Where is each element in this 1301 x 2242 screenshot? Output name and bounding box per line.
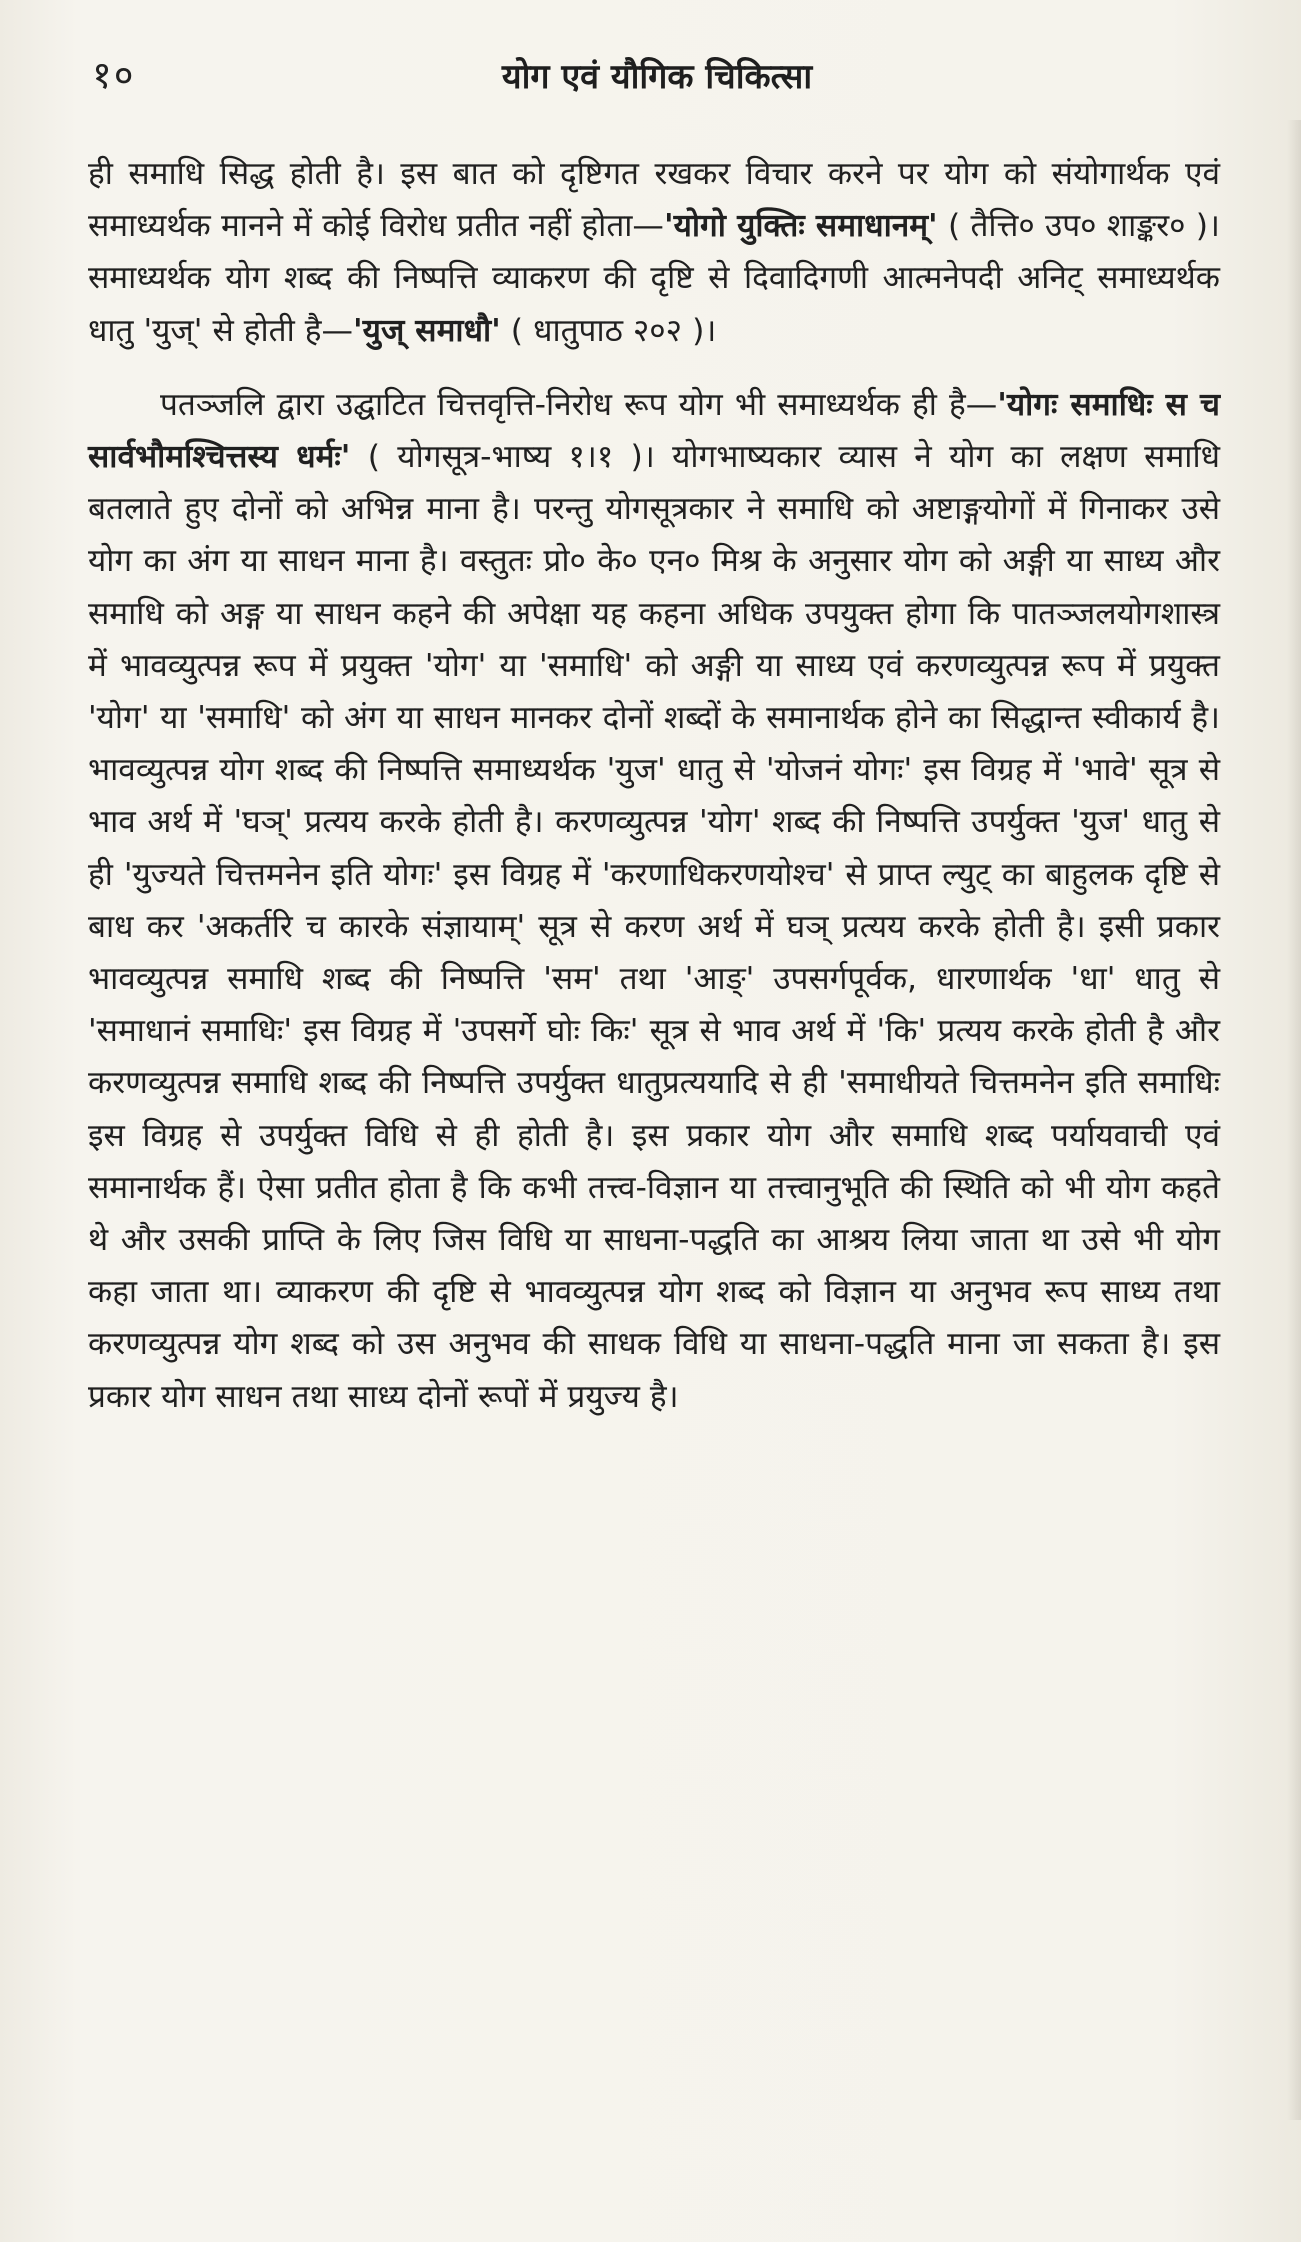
page-number: १०: [92, 53, 136, 97]
text-segment: ( धातुपाठ २०२ )।: [500, 312, 717, 349]
paragraph-2: [88, 379, 1220, 1423]
text-segment: ही समाधि सिद्ध होती है। इस बात को दृष्टिगत रखकर विचार करने पर योग को संयोगार्थक एवं समाध्यर्थक मानने में कोई विरोध प्रतीत नहीं होता—: [88, 156, 1220, 245]
body-text: [88, 148, 1220, 1423]
text-segment: ( तैत्ति० उप० शाङ्कर० )। समाध्यर्थक योग शब्द की निष्पत्ति व्याकरण की दृष्टि से दिवादिगणी आत्मनेपदी अनिट् समाध्यर्थक धातु 'युज्' से होती है—: [88, 208, 1220, 349]
sanskrit-quote: 'योगो युक्तिः समाधानम्': [663, 208, 938, 245]
page-edge-shadow: [1287, 120, 1301, 2120]
running-title: योग एवं यौगिक चिकित्सा: [501, 57, 813, 97]
sanskrit-quote: 'योगः समाधिः स च सार्वभौमश्चित्तस्य धर्मः': [88, 386, 1220, 476]
paragraph-1: [88, 148, 1220, 357]
text-segment: ( योगसूत्र-भाष्य १।१ )। योगभाष्यकार व्यास ने योग का लक्षण समाधि बतलाते हुए दोनों को अभिन्न माना है। परन्तु योगसूत्रकार ने समाधि को अष्टाङ्गयोगों में गिनाकर उसे योग का अंग या साधन माना है। वस्तुतः प्रो० के० एन० मिश्र के अनुसार योग को अङ्गी या साध्य और समाधि को अङ्ग या साधन कहने की अपेक्षा यह कहना अधिक उपयुक्त होगा कि पातञ्जलयोगशास्त्र में भावव्युत्पन्न रूप में प्रयुक्त 'योग' या 'समाधि' को अङ्गी या साध्य एवं करणव्युत्पन्न रूप में प्रयुक्त 'योग' या 'समाधि' को अंग या साधन मानकर दोनों शब्दों के समानार्थक होने का सिद्धान्त स्वीकार्य है। भावव्युत्पन्न योग शब्द की निष्पत्ति समाध्यर्थक 'युज' धातु से 'योजनं योगः' इस विग्रह में 'भावे' सूत्र से भाव अर्थ में 'घञ्' प्रत्यय करके होती है। करणव्युत्पन्न 'योग' शब्द की निष्पत्ति उपर्युक्त 'युज' धातु से ही 'युज्यते चित्तमनेन इति योगः' इस विग्रह में 'करणाधिकरणयोश्च' से प्राप्त ल्युट् का बाहुलक दृष्टि से बाध कर 'अकर्तरि च कारके संज्ञायाम्' सूत्र से करण अर्थ में घञ् प्रत्यय करके होती है। इसी प्रकार भावव्युत्पन्न समाधि शब्द की निष्पत्ति 'सम' तथा 'आङ्' उपसर्गपूर्वक, धारणार्थक 'धा' धातु से 'समाधानं समाधिः' इस विग्रह में 'उपसर्गे घोः किः' सूत्र से भाव अर्थ में 'कि' प्रत्यय करके होती है और करणव्युत्पन्न समाधि शब्द की निष्पत्ति उपर्युक्त धातुप्रत्ययादि से ही 'समाधीयते चित्तमनेन इति समाधिः इस विग्रह से उपर्युक्त विधि से ही होती है। इस प्रकार योग और समाधि शब्द पर्यायवाची एवं समानार्थक हैं। ऐसा प्रतीत होता है कि कभी तत्त्व-विज्ञान या तत्त्वानुभूति की स्थिति को भी योग कहते थे और उसकी प्राप्ति के लिए जिस विधि या साधना-पद्धति का आश्रय लिया जाता था उसे भी योग कहा जाता था। व्याकरण की दृष्टि से भावव्युत्पन्न योग शब्द को विज्ञान या अनुभव रूप साध्य तथा करणव्युत्पन्न योग शब्द को उस अनुभव की साधक विधि या साधना-पद्धति माना जा सकता है। इस प्रकार योग साधन तथा साध्य दोनों रूपों में प्रयुज्य है।: [88, 439, 1220, 1415]
page-header: [92, 48, 1222, 108]
text-segment: पतञ्जलि द्वारा उद्घाटित चित्तवृत्ति-निरोध रूप योग भी समाध्यर्थक ही है—: [160, 386, 998, 423]
sanskrit-quote: 'युज् समाधौ': [353, 312, 501, 349]
